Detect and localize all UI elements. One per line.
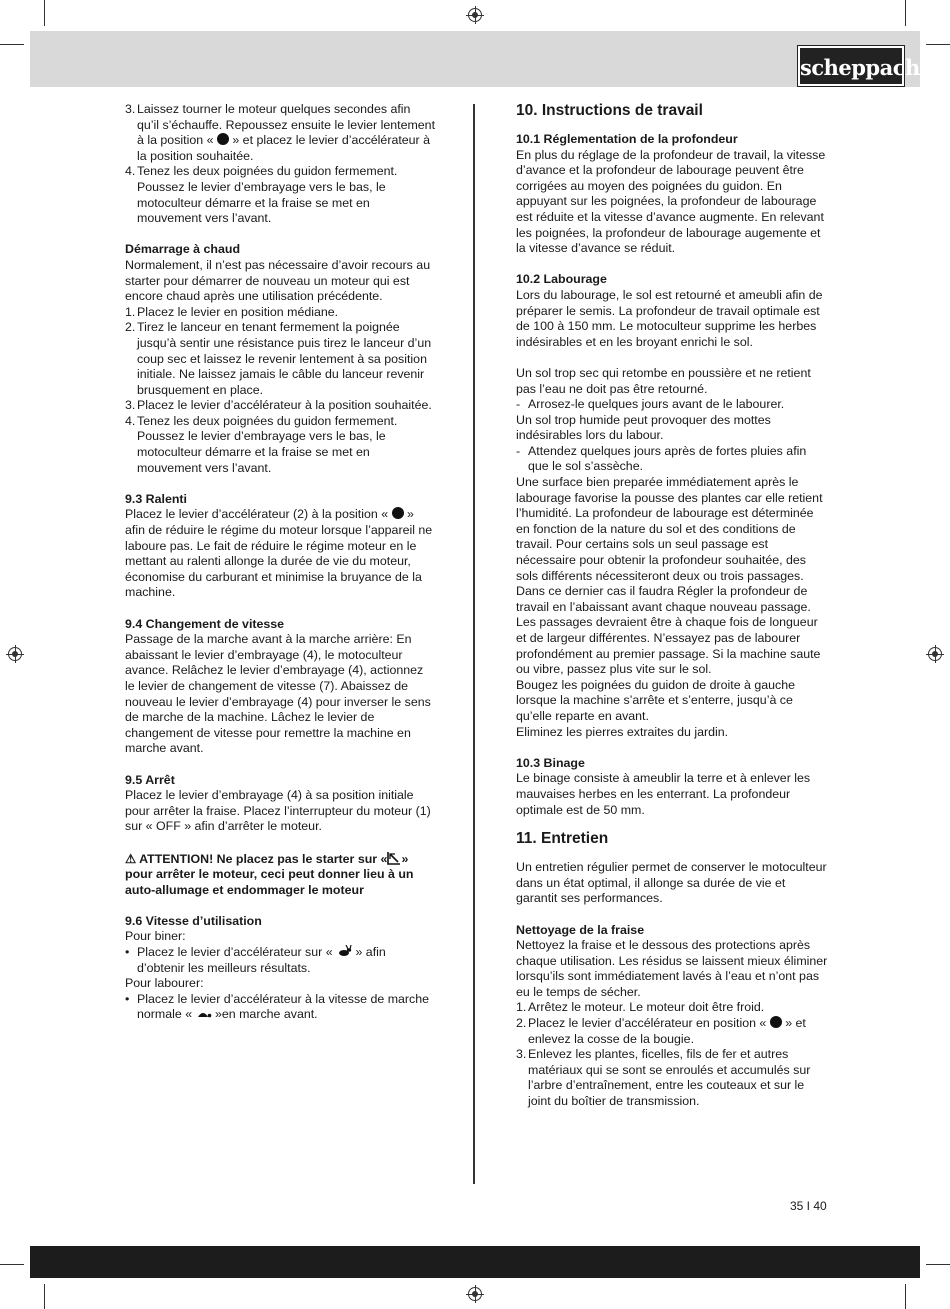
chapter-heading: 10. Instructions de travail: [516, 102, 703, 119]
section-heading: Nettoyage de la fraise: [516, 922, 645, 937]
crop-mark: [44, 0, 45, 26]
list-item: 3. Laissez tourner le moteur quelques secondes afin qu’il s’échauffe. Repoussez ensuite le levier lentement à la position « » et placez le levier d’accélérateur à la position souhaitée.: [125, 102, 436, 163]
section-heading: 9.6 Vitesse d’utilisation: [125, 913, 262, 928]
section-heading: 10.1 Réglementation de la profondeur: [516, 132, 738, 146]
section-heading: 9.3 Ralenti: [125, 491, 187, 506]
paragraph: Placez le levier d’embrayage (4) à sa position initiale pour arrêter la fraise. Placez l’interrupteur du moteur (1) sur « OFF » afin d’arrêter le moteur.: [125, 788, 431, 834]
crop-mark: [44, 1284, 45, 1309]
brand-logo: scheppach: [798, 46, 904, 86]
paragraph: Nettoyez la fraise et le dessous des protections après chaque utilisation. Les résidus se laissent mieux éliminer lorsqu’ils sont immédiatement lavés à l’eau et n’ont pas eu le temps de sécher.: [516, 938, 828, 999]
paragraph: Une surface bien preparée immédiatement après le labourage favorise la pousse des plantes car elle retient l’humidité. La profondeur de labourage est déterminée en fonction de la nature du sol et des conditions de travail. Pour certains sols un seul passage est nécessaire pour obtenir la profondeur souhaitée, des sols différents nécessiteront deux ou trois passages. Dans ce dernier cas il faudra Régler la profondeur de travail en l’abaissant avant chaque nouveau passage. Les passages devraient être à chaque fois de longueur et de largeur différentes. N’essayez pas de labourer profondément au premier passage. Si la machine saute ou vibre, passez plus vite sur le sol.: [516, 475, 823, 677]
section-heading: 9.5 Arrêt: [125, 772, 175, 787]
paragraph: Normalement, il n’est pas nécessaire d’avoir recours au starter pour démarrer de nouveau un moteur qui est encore chaud après une utilisation précédente.: [125, 257, 431, 304]
right-column: [516, 102, 828, 1110]
choke-dot-icon: [392, 507, 404, 519]
paragraph: Bougez les poignées du guidon de droite à gauche lorsque la machine s’arrête et s’enterre, jusqu’à ce qu’elle reparte en avant.: [516, 677, 796, 723]
paragraph: Placez le levier d’accélérateur (2) à la position « » afin de réduire le régime du moteur lorsque l’appareil ne laboure pas. Le fait de réduire le régime moteur en le mettant au ralenti allonge la durée de vie du moteur, économise du carburant et minimise la bruyance de la machine.: [125, 507, 433, 600]
choke-dot-icon: [770, 1016, 782, 1028]
choke-off-icon: [387, 851, 401, 865]
paragraph: Le binage consiste à ameublir la terre et à enlever les mauvaises herbes en les enterrant. La profondeur optimale est de 50 mm.: [516, 771, 811, 817]
registration-mark-icon: [8, 647, 22, 661]
crop-mark: [905, 0, 906, 26]
list-item: 3. Placez le levier d’accélérateur à la position souhaitée.: [125, 398, 432, 413]
paragraph: Un entretien régulier permet de conserver le motoculteur dans un état optimal, il allonge sa durée de vie et garantit ses performances.: [516, 860, 827, 906]
list-item: 3. Enlevez les plantes, ficelles, fils de fer et autres matériaux qui se sont se enroulés et accumulés sur l’arbre d’entraînement, entre les couteaux et sur le joint du boîtier de transmission.: [516, 1047, 811, 1109]
warning-icon: ⚠: [125, 851, 137, 866]
choke-dot-icon: [217, 133, 229, 145]
registration-mark-icon: [468, 8, 482, 22]
registration-mark-icon: [928, 647, 942, 661]
crop-mark: [926, 1264, 950, 1265]
section-heading: 10.2 Labourage: [516, 272, 607, 287]
list-item: 4. Tenez les deux poignées du guidon fermement. Poussez le levier d’embrayage vers le bas, le motoculteur démarre et la fraise se met en mouvement vers l’avant.: [125, 164, 398, 226]
list-item: 2. Tirez le lanceur en tenant fermement la poignée jusqu’à sentir une résistance puis tirez le lanceur d’un coup sec et laissez le revenir lentement à sa position initiale. Ne laissez jamais le câble du lanceur revenir brusquement en place.: [125, 320, 432, 397]
paragraph: Un sol trop sec qui retombe en poussière et ne retient pas l’eau ne doit pas être retourné.: [516, 365, 811, 396]
list-item: • Placez le levier d’accélérateur sur « » afin d’obtenir les meilleurs résultats.: [125, 945, 386, 975]
page-number: 35 I 40: [790, 1199, 827, 1213]
footer-band: [30, 1246, 920, 1278]
list-item: 1. Arrêtez le moteur. Le moteur doit être froid.: [516, 1000, 765, 1015]
column-divider: [473, 104, 475, 1184]
list-item: 4. Tenez les deux poignées du guidon fermement. Poussez le levier d’embrayage vers le bas, le motoculteur démarre et la fraise se met en mouvement vers l’avant.: [125, 413, 398, 475]
header-band: [30, 31, 920, 87]
list-item: - Attendez quelques jours après de fortes pluies afin que le sol s’assèche.: [516, 443, 807, 474]
paragraph: En plus du réglage de la profondeur de travail, la vitesse d’avance et la profondeur de labourage peuvent être corrigées au moyen des poignées du guidon. En appuyant sur les poignées, la profondeur de labourage est réduite et la vitesse d’avance augmente. En relevant les poignées, la profondeur de labourage augemente et la vitesse d’avance se réduit.: [516, 147, 826, 256]
list-item: - Arrosez-le quelques jours avant de le labourer.: [516, 397, 785, 412]
crop-mark: [905, 1284, 906, 1309]
paragraph: Passage de la marche avant à la marche arrière: En abaissant le levier d’embrayage (4), le motoculteur avance. Relâchez le levier d’embrayage (4), actionnez le levier de changement de vitesse (7). Abaissez de nouveau le levier d’embrayage (4) pour inverser le sens de marche de la machine. Lâchez le levier de changement de vitesse pour remettre la machine en marche avant.: [125, 632, 431, 756]
crop-mark: [0, 44, 24, 45]
left-column: [125, 102, 435, 1023]
warning-text: ⚠ ATTENTION! Ne placez pas le starter sur « » pour arrêter le moteur, ceci peut donner lieu à un auto-allumage et endommager le moteur: [125, 851, 414, 897]
paragraph: Lors du labourage, le sol est retourné et ameubli afin de préparer le semis. La profondeur de travail optimale est de 100 à 150 mm. Le motoculteur supprime les herbes indésirables et en les broyant enrichi le sol.: [516, 287, 823, 349]
section-heading: Démarrage à chaud: [125, 242, 241, 257]
list-item: 1. Placez le levier en position médiane.: [125, 304, 339, 319]
list-item: • Placez le levier d’accélérateur à la vitesse de marche normale « »en marche avant.: [125, 991, 430, 1022]
paragraph: Pour biner:: [125, 929, 186, 944]
section-heading: 10.3 Binage: [516, 755, 585, 770]
turtle-icon: [196, 1009, 212, 1019]
rabbit-icon: [336, 945, 352, 957]
registration-mark-icon: [468, 1287, 482, 1301]
chapter-heading: 11. Entretien: [516, 830, 609, 848]
crop-mark: [0, 1264, 24, 1265]
crop-mark: [926, 44, 950, 45]
list-item: 2. Placez le levier d’accélérateur en position « » et enlevez la cosse de la bougie.: [516, 1016, 806, 1046]
paragraph: Pour labourer:: [125, 976, 204, 991]
paragraph: Un sol trop humide peut provoquer des mottes indésirables lors du labour.: [516, 412, 771, 443]
section-heading: 9.4 Changement de vitesse: [125, 616, 285, 631]
paragraph: Eliminez les pierres extraites du jardin.: [516, 724, 729, 739]
